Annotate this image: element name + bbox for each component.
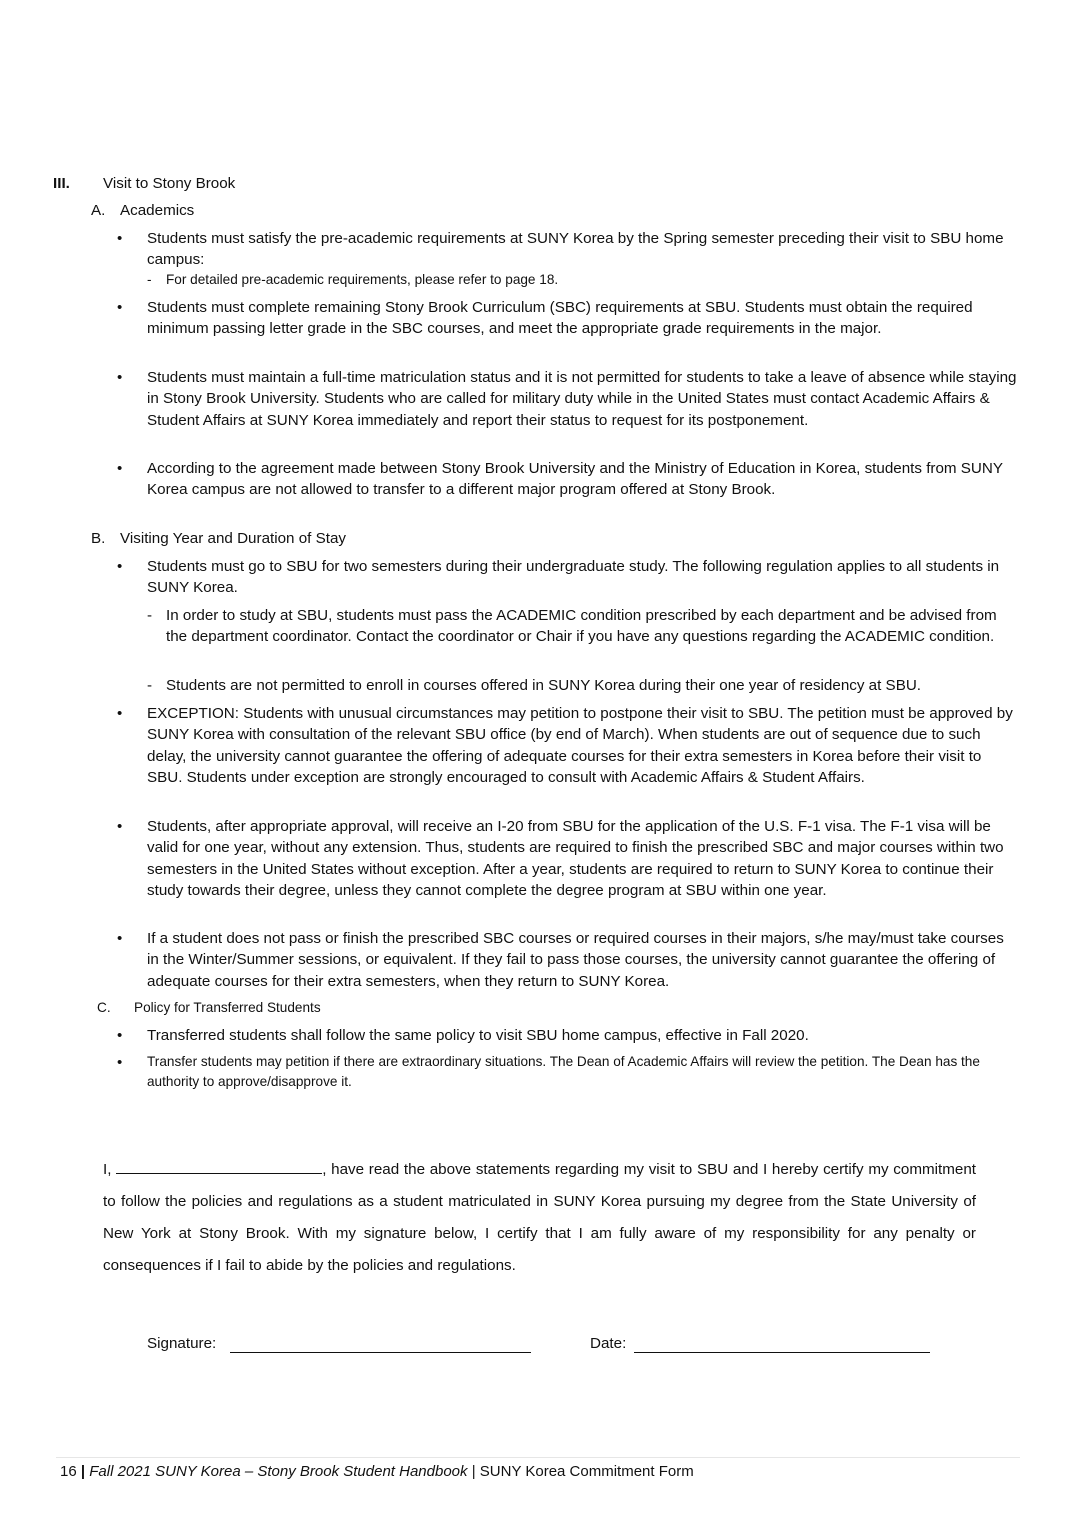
transfer-bullet-1: Transferred students shall follow the same policy to visit SBU home campus, effective in Fall 2020. (147, 1027, 809, 1044)
footer-divider (56, 1457, 1020, 1458)
date-label: Date: (590, 1335, 627, 1352)
footer-handbook-title: Fall 2021 SUNY Korea – Stony Brook Student Handbook (89, 1463, 468, 1480)
name-blank-field[interactable] (116, 1159, 322, 1174)
academics-bullet-2: Students must complete remaining Stony Brook Curriculum (SBC) requirements at SBU. Students must obtain the required minimum passing letter grade in the SBC courses, and meet the appropriate grade requirements in the major. (147, 299, 973, 338)
page-footer (60, 1461, 694, 1482)
academics-bullet-4: According to the agreement made between Stony Brook University and the Ministry of Education in Korea, students from SUNY Korea campus are not allowed to transfer to a different major program offered at Stony Brook. (147, 460, 1003, 499)
bullet-icon: • (117, 299, 123, 316)
footer-separator: | (471, 1463, 476, 1480)
certification-paragraph (103, 1154, 976, 1282)
footer-form-title: SUNY Korea Commitment Form (479, 1463, 694, 1480)
subsection-title-academics: Academics (120, 202, 195, 219)
signature-label: Signature: (147, 1335, 217, 1352)
subsection-letter-c: C. (97, 1000, 111, 1015)
bullet-icon: • (117, 818, 123, 835)
subsection-letter-a: A. (91, 202, 106, 219)
certification-lead: I, (103, 1161, 112, 1178)
certification-text: , have read the above statements regarding my visit to SBU and I hereby certify my commitment to follow the policies and regulations as a student matriculated in SUNY Korea pursuing my degree from the State University of New York at Stony Brook. With my signature below, I certify that I am fully aware of my responsibility for any penalty or consequences if I fail to abide by the policies and regulations. (103, 1161, 976, 1274)
visiting-bullet-2: EXCEPTION: Students with unusual circumstances may petition to postpone their visit to SBU. The petition must be approved by SUNY Korea with consultation of the relevant SBU office (by end of March). When students are out of sequence due to such delay, the university cannot guarantee the offering of adequate courses for their extra semesters in Korea before their visit to SBU. Students under exception are strongly encouraged to consult with Academic Affairs & Student Affairs. (147, 705, 1013, 786)
bullet-icon: • (117, 930, 123, 947)
visiting-bullet-3: Students, after appropriate approval, will receive an I-20 from SBU for the application of the U.S. F-1 visa. The F-1 visa will be valid for one year, without any extension. Thus, students are required to finish the prescribed SBC and major courses within two semesters in the United States without exception. After a year, students are required to return to SUNY Korea to continue their study towards their degree, unless they cannot complete the degree program at SBU within one year. (147, 818, 1004, 899)
footer-page-number: 16 (60, 1463, 77, 1480)
dash-icon: - (147, 677, 153, 694)
bullet-icon: • (117, 230, 123, 247)
footer-separator: | (80, 1463, 86, 1480)
subsection-title-transfer: Policy for Transferred Students (134, 1000, 321, 1015)
section-number: III. (53, 175, 70, 192)
dash-icon: - (147, 607, 153, 624)
visiting-dash-2: Students are not permitted to enroll in courses offered in SUNY Korea during their one year of residency at SBU. (166, 677, 922, 694)
bullet-icon: • (117, 1027, 123, 1044)
visiting-bullet-4: If a student does not pass or finish the prescribed SBC courses or required courses in their majors, s/he may/must take courses in the Winter/Summer sessions, or equivalent. If they fail to pass those courses, the university cannot guarantee the offering of adequate courses for their extra semesters, when they return to SUNY Korea. (147, 930, 1004, 990)
subsection-letter-b: B. (91, 530, 106, 547)
bullet-icon: • (117, 369, 123, 386)
bullet-icon: • (117, 705, 123, 722)
visiting-bullet-1: Students must go to SBU for two semesters during their undergraduate study. The following regulation applies to all students in SUNY Korea. (147, 558, 1000, 597)
date-field[interactable] (634, 1351, 930, 1353)
transfer-bullet-2: Transfer students may petition if there are extraordinary situations. The Dean of Academic Affairs will review the petition. The Dean has the authority to approve/disapprove it. (147, 1054, 980, 1089)
signature-field[interactable] (230, 1351, 531, 1353)
academics-bullet-3: Students must maintain a full-time matriculation status and it is not permitted for students to take a leave of absence while staying in Stony Brook University. Students who are called for military duty while in the United States must contact Academic Affairs & Student Affairs at SUNY Korea immediately and report their status to request for its postponement. (147, 369, 1017, 429)
subsection-title-visiting: Visiting Year and Duration of Stay (120, 530, 346, 547)
bullet-icon: • (117, 1054, 123, 1071)
bullet-icon: • (117, 460, 123, 477)
section-title: Visit to Stony Brook (103, 175, 236, 192)
academics-bullet-1: Students must satisfy the pre-academic requirements at SUNY Korea by the Spring semester preceding their visit to SBU home campus: (147, 230, 1004, 269)
bullet-icon: • (117, 558, 123, 575)
dash-icon: - (147, 272, 152, 287)
visiting-dash-1: In order to study at SBU, students must pass the ACADEMIC condition prescribed by each department and be advised from the department coordinator. Contact the coordinator or Chair if you have any questions regarding the ACADEMIC condition. (166, 607, 997, 646)
academics-sub-note: For detailed pre-academic requirements, please refer to page 18. (166, 272, 559, 287)
